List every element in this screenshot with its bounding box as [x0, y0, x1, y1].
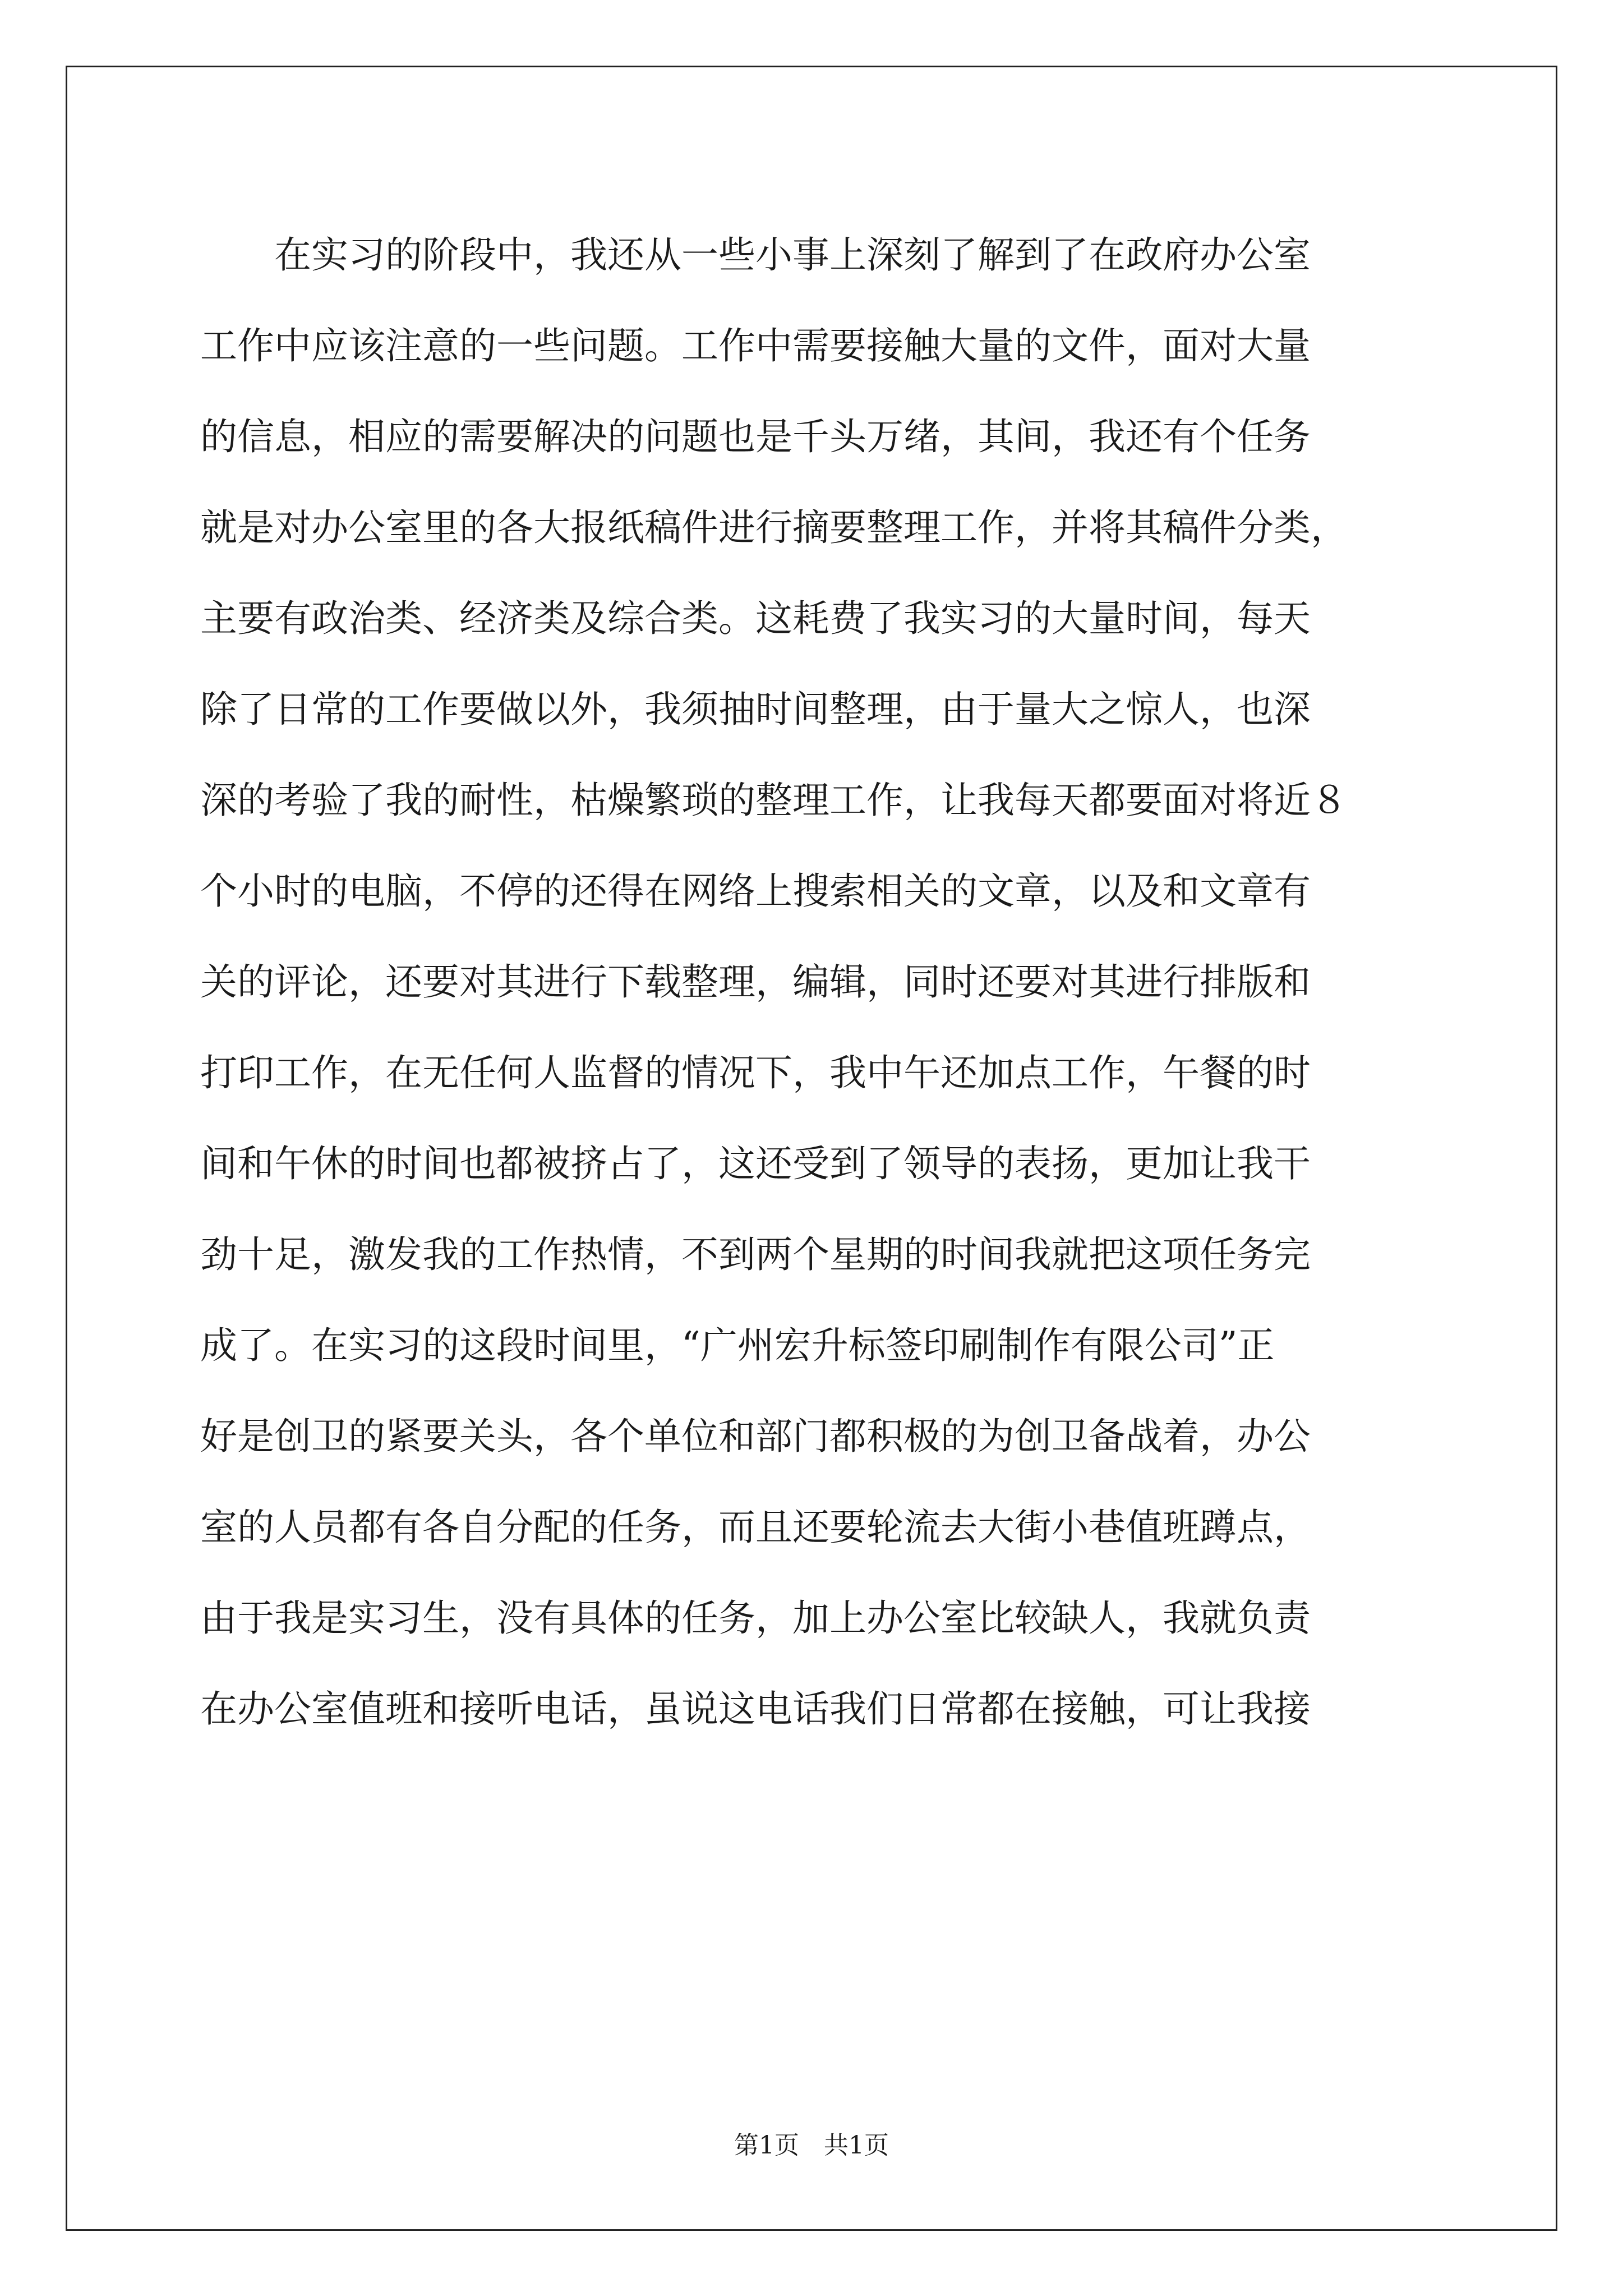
text-line: 室的人员都有各自分配的任务，而且还要轮流去大街小巷值班蹲点， [200, 1506, 1311, 1549]
text-line: 打印工作，在无任何人监督的情况下，我中午还加点工作，午餐的时 [200, 1051, 1311, 1094]
document-body [200, 210, 1462, 1755]
text-line: 个小时的电脑，不停的还得在网络上搜索相关的文章，以及和文章有 [200, 869, 1311, 913]
text-line: 就是对办公室里的各大报纸稿件进行摘要整理工作，并将其稿件分类， [200, 506, 1348, 549]
text-line: 主要有政治类、经济类及综合类。这耗费了我实习的大量时间，每天 [200, 597, 1311, 640]
text-line: 间和午休的时间也都被挤占了，这还受到了领导的表扬，更加让我干 [200, 1142, 1311, 1185]
text-line: 好是创卫的紧要关头，各个单位和部门都积极的为创卫备战着，办公 [200, 1415, 1311, 1458]
text-line: 工作中应该注意的一些问题。工作中需要接触大量的文件，面对大量 [200, 324, 1311, 367]
text-line: 的信息，相应的需要解决的问题也是千头万绪，其间，我还有个任务 [200, 415, 1311, 458]
text-line: 劲十足，激发我的工作热情，不到两个星期的时间我就把这项任务完 [200, 1233, 1311, 1276]
text-line: 在办公室值班和接听电话，虽说这电话我们日常都在接触，可让我接 [200, 1687, 1311, 1731]
text-line: 在实习的阶段中，我还从一些小事上深刻了解到了在政府办公室 [200, 233, 1311, 277]
text-line: 除了日常的工作要做以外，我须抽时间整理，由于量大之惊人，也深 [200, 688, 1311, 731]
text-line: 关的评论，还要对其进行下载整理，编辑，同时还要对其进行排版和 [200, 960, 1311, 1004]
page-number-footer: 第1页 共1页 [734, 2131, 889, 2160]
text-line: 深的考验了我的耐性，枯燥繁琐的整理工作，让我每天都要面对将近８ [200, 779, 1348, 822]
text-line: 由于我是实习生，没有具体的任务，加上办公室比较缺人，我就负责 [200, 1596, 1311, 1640]
text-line: 成了。在实习的这段时间里，“广州宏升标签印刷制作有限公司”正 [200, 1324, 1275, 1367]
